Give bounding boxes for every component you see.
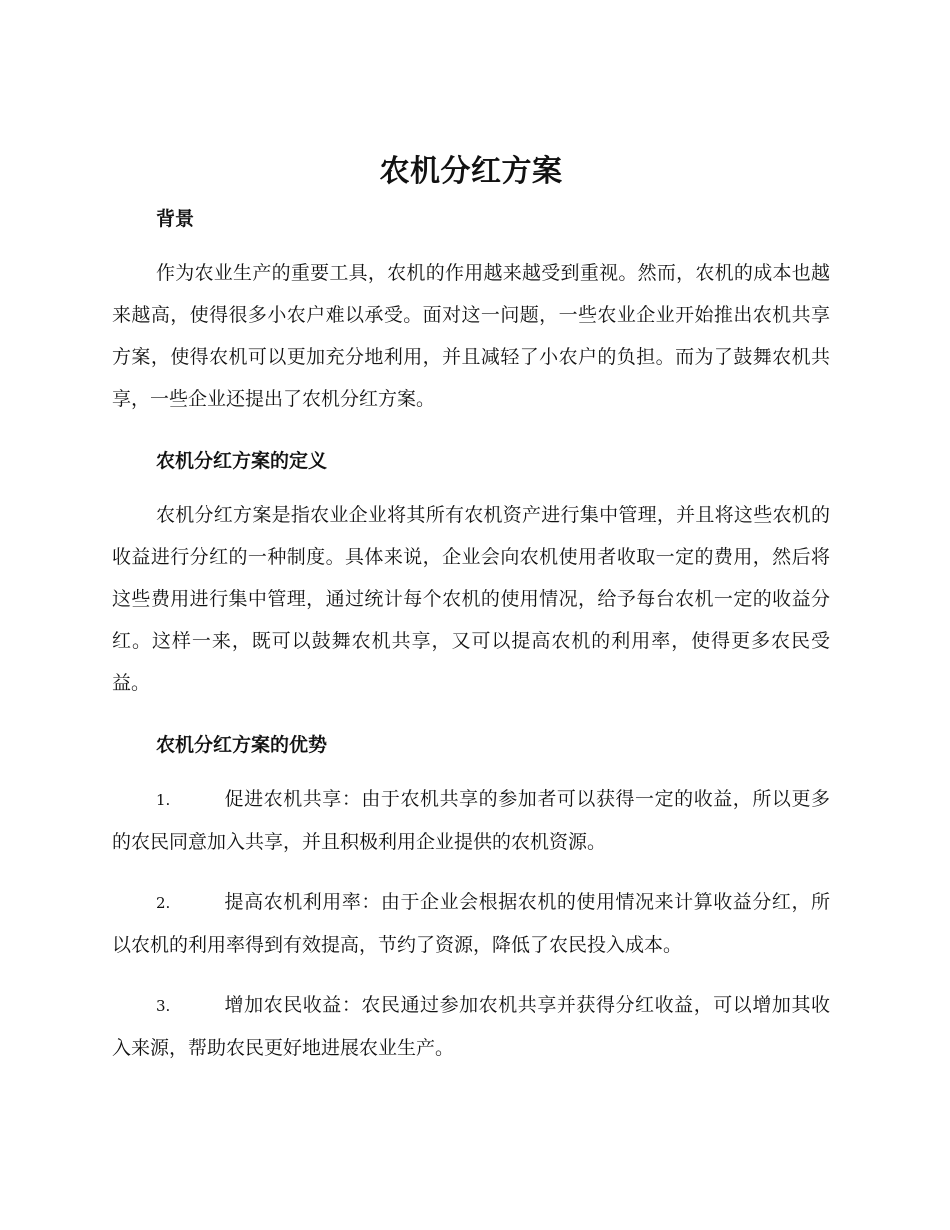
definition-paragraph: 农机分红方案是指农业企业将其所有农机资产进行集中管理，并且将这些农机的收益进行分红的一种制度。具体来说，企业会向农机使用者收取一定的费用，然后将这些费用进行集中管理，通过统计每个农机的使用情况，给予每台农机一定的收益分红。这样一来，既可以鼓舞农机共享，又可以提高农机的利用率，使得更多农民受益。 (112, 504, 830, 694)
background-paragraph: 作为农业生产的重要工具，农机的作用越来越受到重视。然而，农机的成本也越来越高，使得很多小农户难以承受。面对这一问题，一些农业企业开始推出农机共享方案，使得农机可以更加充分地利用，并且减轻了小农户的负担。而为了鼓舞农机共享，一些企业还提出了农机分红方案。 (112, 262, 830, 410)
section-heading-definition: 农机分红方案的定义 (156, 450, 328, 472)
list-item-text: 促进农机共享：由于农机共享的参加者可以获得一定的收益，所以更多的农民同意加入共享，并且积极利用企业提供的农机资源。 (112, 788, 830, 853)
document-page (112, 152, 830, 1069)
list-item-number: 2. (156, 894, 171, 912)
advantage-list-item (112, 778, 830, 863)
advantage-list-item (112, 881, 830, 966)
section-heading-advantages: 农机分红方案的优势 (156, 734, 328, 756)
advantage-list-item (112, 984, 830, 1069)
list-item-text: 提高农机利用率：由于企业会根据农机的使用情况来计算收益分红，所以农机的利用率得到有效提高，节约了资源，降低了农民投入成本。 (112, 891, 830, 956)
document-title: 农机分红方案 (379, 154, 563, 189)
list-item-number: 1. (156, 791, 171, 809)
list-item-text: 增加农民收益：农民通过参加农机共享并获得分红收益，可以增加其收入来源，帮助农民更好地进展农业生产。 (112, 994, 830, 1059)
section-heading-background: 背景 (156, 208, 195, 230)
list-item-number: 3. (156, 997, 171, 1015)
